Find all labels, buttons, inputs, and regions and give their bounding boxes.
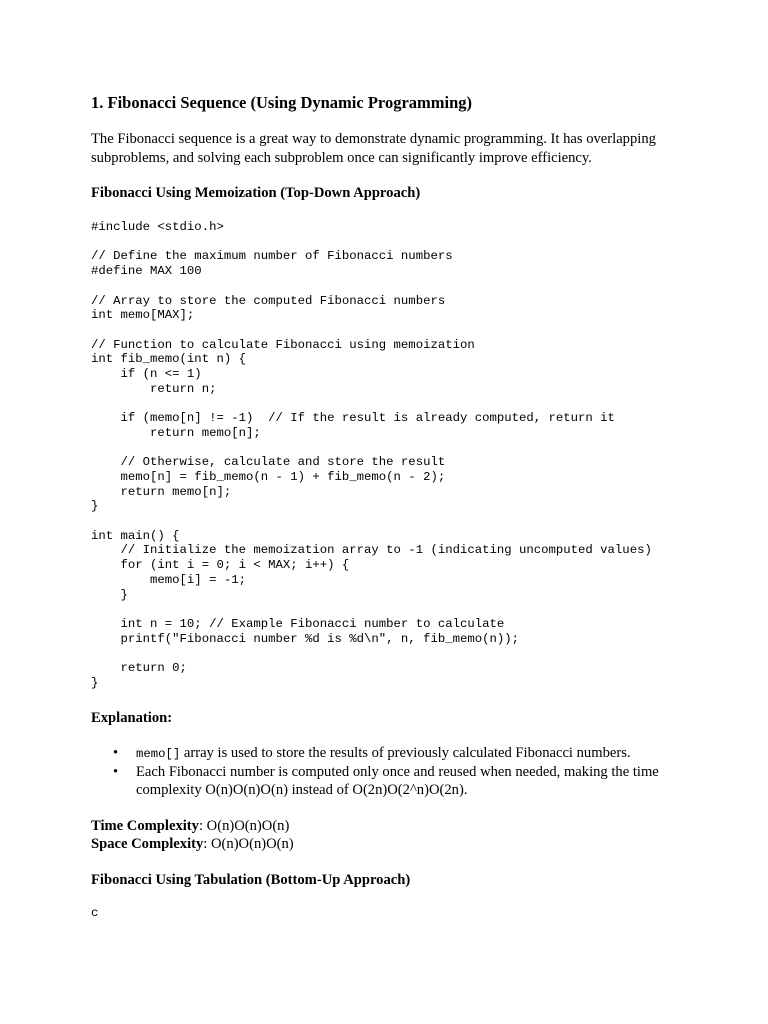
explanation-heading: Explanation:	[91, 710, 173, 726]
space-complexity-label: Space Complexity	[91, 836, 204, 852]
list-item	[91, 763, 691, 799]
section-title: 1. Fibonacci Sequence (Using Dynamic Programming)	[91, 93, 473, 112]
time-complexity-value: : O(n)O(n)O(n)	[198, 818, 290, 834]
memoization-heading: Fibonacci Using Memoization (Top-Down Approach)	[91, 185, 421, 201]
space-complexity-value: : O(n)O(n)O(n)	[203, 836, 294, 852]
memoization-code-block: #include <stdio.h> // Define the maximum number of Fibonacci numbers #define MAX 100 // Array to store the computed Fibonacci numbers int memo[MAX]; // Function to calculate Fibonacci using memoization int fib_memo(int n) { if (n <= 1) return n; if (memo[n] != -1) // If the result is already computed, return it return memo[n]; // Otherwise, calculate and store the result memo[n] = fib_memo(n - 1) + fib_memo(n - 2); return memo[n]; } int main() { // Initialize the memoization array to -1 (indicating uncomputed values) for (int i = 0; i < MAX; i++) { memo[i] = -1; } int n = 10; // Example Fibonacci number to calculate printf("Fibonacci number %d is %d\n", n, fib_memo(n)); return 0; }	[91, 220, 652, 690]
space-complexity	[91, 835, 294, 853]
tabulation-heading: Fibonacci Using Tabulation (Bottom-Up Approach)	[91, 872, 411, 888]
time-complexity	[91, 817, 289, 835]
time-complexity-label: Time Complexity	[91, 818, 199, 834]
inline-code: memo[]	[136, 747, 181, 761]
tabulation-code-block: c	[91, 906, 99, 920]
bullet-marker: •	[113, 745, 119, 761]
list-item	[91, 744, 691, 763]
intro-paragraph: The Fibonacci sequence is a great way to demonstrate dynamic programming. It has overlapping subproblems, and solving each subproblem once can significantly improve efficiency.	[91, 131, 656, 166]
bullet-marker: •	[113, 764, 119, 780]
explanation-list	[91, 744, 691, 799]
bullet-text: array is used to store the results of previously calculated Fibonacci numbers.	[180, 745, 631, 761]
bullet-text: Each Fibonacci number is computed only once and reused when needed, making the time complexity O(n)O(n)O(n) instead of O(2n)O(2^n)O(2n).	[136, 764, 659, 798]
